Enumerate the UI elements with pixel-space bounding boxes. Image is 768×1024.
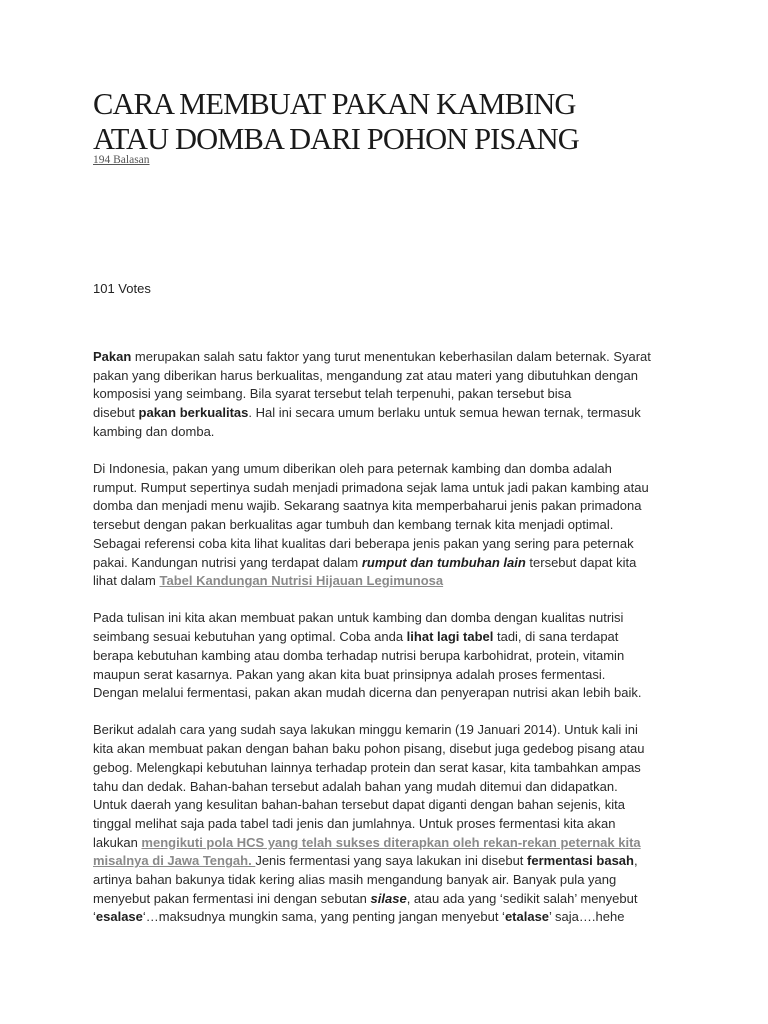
paragraph-line: tinggal melihat saja pada tabel tadi jenis dan jumlahnya. Untuk proses fermentasi kita akan (93, 815, 616, 831)
paragraph-line: artinya bahan bakunya tidak kering alias masih mengandung banyak air. Banyak pula yang (93, 872, 617, 888)
paragraph-line (93, 554, 678, 573)
text-run: tersebut dapat kita (525, 554, 637, 570)
text-run: lakukan (93, 834, 142, 850)
bold-term-pakan-berkualitas: pakan berkualitas (138, 405, 249, 421)
paragraph-line: Sebagai referensi coba kita lihat kualitas dari beberapa jenis pakan yang sering para peternak (93, 535, 634, 551)
bold-term-lihat-lagi-tabel: lihat lagi tabel (406, 629, 494, 645)
text-run: merupakan salah satu faktor yang turut menentukan keberhasilan dalam beternak. Syarat (131, 349, 651, 364)
paragraph-line: tahu dan dedak. Bahan-bahan tersebut adalah bahan yang mudah ditemui dan didapatkan. (93, 778, 618, 794)
paragraph-line: komposisi yang seimbang. Bila syarat tersebut telah terpenuhi, pakan tersebut bisa (93, 386, 572, 402)
paragraph-line (93, 852, 678, 871)
text-run: ‘…maksudnya mungkin sama, yang penting jangan menyebut ‘ (142, 909, 505, 925)
votes-count: 101 Votes (93, 281, 151, 296)
bold-italic-term: rumput dan tumbuhan lain (361, 554, 526, 570)
paragraph-line: berapa kebutuhan kambing atau domba terhadap nutrisi berupa karbohidrat, protein, vitamin (93, 647, 625, 663)
article-title (93, 87, 693, 157)
paragraph-line (93, 348, 678, 367)
paragraph-line: gebog. Melengkapi kebutuhan lainnya terhadap protein dan serat kasar, kita tambahkan ampas (93, 759, 641, 775)
paragraph-line: pakan yang diberikan harus berkualitas, mengandung zat atau materi yang dibutuhkan dengan (93, 367, 638, 383)
paragraph-line: Di Indonesia, pakan yang umum diberikan oleh para peternak kambing dan domba adalah (93, 461, 612, 477)
hcs-pattern-link-continued[interactable]: misalnya di Jawa Tengah. (93, 853, 256, 869)
bold-term-fermentasi-basah: fermentasi basah (527, 853, 634, 869)
text-run: disebut (93, 405, 139, 421)
text-run: menyebut pakan fermentasi ini dengan sebutan (93, 890, 371, 906)
paragraph-line (93, 628, 678, 647)
paragraph-2 (93, 460, 678, 591)
hcs-pattern-link[interactable]: mengikuti pola HCS yang telah sukses diterapkan oleh rekan-rekan peternak kita (141, 834, 641, 850)
paragraph-line: kita akan membuat pakan dengan bahan baku pohon pisang, disebut juga gedebog pisang atau (93, 741, 645, 757)
paragraph-line: tersebut dengan pakan berkualitas agar tumbuh dan kembang ternak kita menjadi optimal. (93, 517, 614, 533)
bold-term-esalase: esalase (95, 909, 143, 925)
paragraph-line: Dengan melalui fermentasi, pakan akan mudah dicerna dan penyerapan nutrisi akan lebih baik. (93, 685, 642, 701)
replies-link[interactable]: 194 Balasan (93, 154, 150, 166)
bold-term-pakan: Pakan (93, 349, 132, 364)
nutrition-table-link[interactable]: Tabel Kandungan Nutrisi Hijauan Legimunosa (159, 573, 444, 589)
bold-italic-term-silase: silase (370, 890, 407, 906)
text-run: pakai. Kandungan nutrisi yang terdapat dalam (93, 554, 362, 570)
text-run: , (633, 853, 638, 869)
paragraph-line (93, 890, 678, 909)
paragraph-4 (93, 721, 678, 927)
paragraph-line: maupun serat kasarnya. Pakan yang akan kita buat prinsipnya adalah proses fermentasi. (93, 666, 606, 682)
text-run: lihat dalam (93, 573, 160, 589)
paragraph-line (93, 834, 678, 853)
paragraph-line: Untuk daerah yang kesulitan bahan-bahan tersebut dapat diganti dengan bahan sejenis, kita (93, 797, 625, 813)
text-run: Jenis fermentasi yang saya lakukan ini disebut (255, 853, 528, 869)
article-title-line-2: ATAU DOMBA DARI POHON PISANG (93, 122, 579, 156)
text-run: seimbang sesuai kebutuhan yang optimal. Coba anda (93, 629, 407, 645)
paragraph-line (93, 908, 678, 927)
paragraph-3 (93, 609, 678, 703)
text-run: ’ saja….hehe (549, 909, 625, 925)
text-run: ‘ (93, 909, 96, 925)
article-body (93, 348, 678, 946)
text-run: tadi, di sana terdapat (493, 629, 619, 645)
paragraph-line: kambing dan domba. (93, 423, 215, 439)
paragraph-line: Pada tulisan ini kita akan membuat pakan untuk kambing dan domba dengan kualitas nutrisi (93, 610, 624, 626)
bold-term-etalase: etalase (504, 909, 550, 925)
paragraph-1 (93, 348, 678, 442)
paragraph-line (93, 572, 678, 591)
text-run: , atau ada yang ‘sedikit salah’ menyebut (406, 890, 638, 906)
article-title-line-1: CARA MEMBUAT PAKAN KAMBING (93, 87, 576, 121)
paragraph-line: rumput. Rumput sepertinya sudah menjadi primadona sejak lama untuk jadi pakan kambing atau (93, 479, 649, 495)
text-run: . Hal ini secara umum berlaku untuk semua hewan ternak, termasuk (248, 405, 641, 421)
paragraph-line: domba dan menjadi menu wajib. Sekarang saatnya kita memperbaharui jenis pakan primadona (93, 498, 642, 514)
paragraph-line: Berikut adalah cara yang sudah saya lakukan minggu kemarin (19 Januari 2014). Untuk kali ini (93, 722, 638, 738)
paragraph-line (93, 404, 678, 423)
